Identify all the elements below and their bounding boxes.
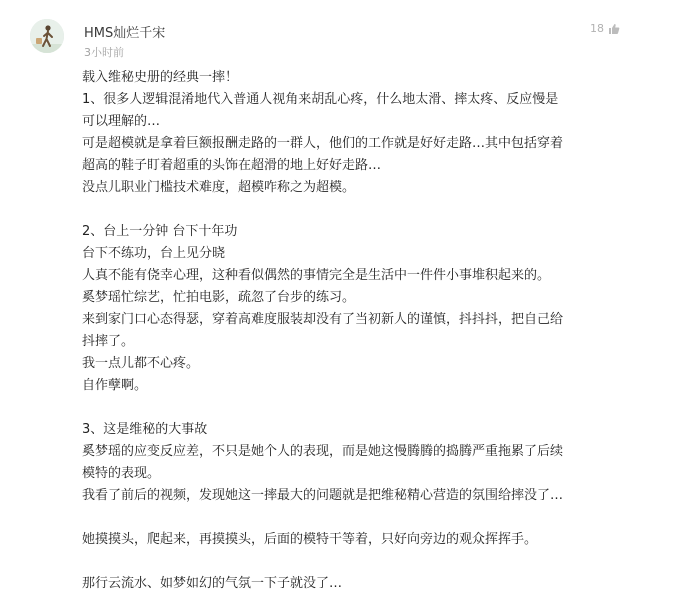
comment-line: 可以理解的… (82, 114, 161, 129)
comment-line: 2、台上一分钟 台下十年功 (82, 224, 238, 239)
comment-line: 抖摔了。 (82, 334, 135, 349)
paragraph-gap (82, 199, 642, 221)
paragraph-gap (82, 507, 642, 529)
comment-line: 台下不练功，台上见分晓 (82, 246, 226, 261)
comment-line: 我看了前后的视频，发现她这一摔最大的问题就是把维秘精心营造的氛围给摔没了… (82, 488, 564, 503)
like-button[interactable] (590, 22, 620, 35)
avatar[interactable] (30, 19, 64, 53)
comment-line: 可是超模就是拿着巨额报酬走路的一群人，他们的工作就是好好走路…其中包括穿着 (82, 136, 564, 151)
comment-line: 模特的表现。 (82, 466, 161, 481)
comment-line: 人真不能有侥幸心理，这种看似偶然的事情完全是生活中一件件小事堆积起来的。 (82, 268, 551, 283)
comment-line: 来到家门口心态得瑟，穿着高难度服装却没有了当初新人的谨慎，抖抖抖，把自己给 (82, 312, 564, 327)
comment-line: 3、这是维秘的大事故 (82, 422, 208, 437)
paragraph-gap (82, 397, 642, 419)
comment-line: 她摸摸头，爬起来，再摸摸头，后面的模特干等着，只好向旁边的观众挥挥手。 (82, 532, 538, 547)
comment-timestamp: 3小时前 (84, 46, 124, 59)
paragraph-gap (82, 551, 642, 573)
comment-line: 那行云流水、如梦如幻的气氛一下子就没了… (82, 576, 343, 591)
comment-line: 载入维秘史册的经典一摔！ (82, 70, 239, 85)
comment-body (82, 67, 642, 595)
comment-line: 奚梦瑶的应变反应差，不只是她个人的表现，而是她这慢腾腾的捣腾严重拖累了后续 (82, 444, 564, 459)
avatar-person-walking-icon (30, 19, 64, 53)
like-count: 18 (590, 22, 604, 35)
comment-username[interactable]: HMS灿烂千宋 (84, 26, 166, 41)
comment-line: 没点儿职业门槛技术难度，超模咋称之为超模。 (82, 180, 356, 195)
thumbs-up-icon (608, 23, 620, 35)
comment-line: 超高的鞋子盯着超重的头饰在超滑的地上好好走路… (82, 158, 382, 173)
comment-line: 奚梦瑶忙综艺，忙拍电影，疏忽了台步的练习。 (82, 290, 356, 305)
comment-line: 我一点儿都不心疼。 (82, 356, 200, 371)
comment-line: 自作孽啊。 (82, 378, 148, 393)
comment-line: 1、很多人逻辑混淆地代入普通人视角来胡乱心疼，什么地太滑、摔太疼、反应慢是 (82, 92, 559, 107)
